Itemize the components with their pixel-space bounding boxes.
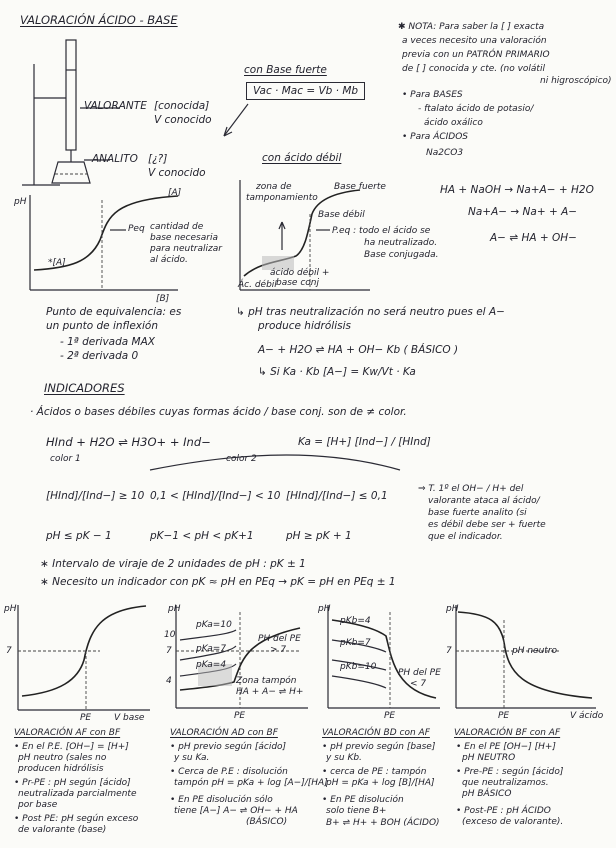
- ratio-1: [HInd]/[Ind−] ≥ 10: [46, 490, 145, 502]
- bg3-note: • En PE disolución: [322, 795, 404, 805]
- bg2-note: • En PE disolución sólo: [170, 795, 273, 805]
- bg3-note: • pH previo según [base]: [322, 742, 436, 752]
- color2-label: color 2: [226, 454, 257, 464]
- indicator-note: base fuerte analito (si: [428, 508, 527, 518]
- nota-line: previa con un PATRÓN PRIMARIO: [402, 50, 550, 60]
- bg4-note: pH NEUTRO: [462, 753, 516, 763]
- bg2-tick10: 10: [164, 630, 176, 640]
- bg2-pe-note: PH del PE: [258, 634, 301, 644]
- nota-line: • Para BASES: [402, 90, 463, 100]
- bg4-xlabel: V ácido: [570, 711, 604, 721]
- nota-line: de [ ] conocida y cte. (no volátil: [402, 64, 545, 74]
- bg4-note: (exceso de valorante).: [462, 817, 564, 827]
- bg1-note: • En el P.E. [OH−] = [H+]: [14, 742, 129, 752]
- bg1-note: por base: [18, 800, 58, 810]
- graph1-ylabel: pH: [14, 197, 27, 207]
- bg2-pk: pKa=4: [196, 660, 227, 670]
- ac-debil-label: Ác. débil: [238, 280, 277, 290]
- equiv-line: - 2ª derivada 0: [60, 350, 139, 362]
- analito-vol: V conocido: [148, 167, 206, 179]
- bg3-pe-note: PH del PE: [398, 668, 441, 678]
- bg3-note: B+ ⇌ H+ + BOH (ÁCIDO): [326, 818, 440, 828]
- bg4-tick7: 7: [446, 646, 452, 656]
- equiv-line: Punto de equivalencia: es: [46, 306, 182, 318]
- graph1-top-label: [A]: [168, 188, 182, 198]
- bg4-neutral: pH neutro: [512, 646, 558, 656]
- hidrolisis-eq: A− + H2O ⇌ HA + OH− Kb ( BÁSICO ): [258, 344, 459, 356]
- peq-label: Base conjugada.: [364, 250, 439, 260]
- bg2-zone: Zona tampón: [236, 676, 297, 686]
- nota-line: a veces necesito una valoración: [402, 36, 547, 46]
- bg1-ylabel: pH: [4, 604, 17, 614]
- bg2-note: tiene [A−] A− ⇌ OH− + HA: [174, 806, 298, 816]
- viraje-interval: ∗ Intervalo de viraje de 2 unidades de pH : pK ± 1: [40, 558, 306, 570]
- bg1-note: de valorante (base): [18, 825, 107, 835]
- bg4-note: pH BÁSICO: [462, 789, 512, 799]
- indicadores-heading: INDICADORES: [44, 381, 125, 395]
- bg2-zone: HA + A− ⇌ H+: [236, 687, 304, 697]
- reaction-line: A− ⇌ HA + OH−: [490, 232, 577, 244]
- page-title: VALORACIÓN ÁCIDO - BASE: [20, 13, 178, 27]
- titration-curve-bf-af: [456, 605, 596, 708]
- valorante-label: VALORANTE: [84, 100, 147, 112]
- bg4-note: • Pre-PE : según [ácido]: [456, 767, 564, 777]
- bg2-ylabel: pH: [168, 604, 181, 614]
- reaction-line: HA + NaOH → Na+A− + H2O: [440, 184, 594, 196]
- indicator-need: ∗ Necesito un indicador con pK ≈ pH en PEq → pK = pH en PEq ± 1: [40, 576, 396, 588]
- base-fuerte-label: Base fuerte: [334, 182, 386, 192]
- bg2-pe: PE: [234, 711, 246, 721]
- bg1-note: pH neutro (sales no: [18, 753, 107, 763]
- bg3-pk: pKb=4: [340, 616, 371, 626]
- graph1-pe-desc: base necesaria: [150, 233, 218, 243]
- bg2-note: (BÁSICO): [246, 817, 288, 827]
- bg3-note: pH = pKa + log [B]/[HA]: [326, 778, 435, 788]
- bg3-ylabel: pH: [318, 604, 331, 614]
- bg2-pk: pKa=10: [196, 620, 232, 630]
- ph-3: pH ≥ pK + 1: [286, 530, 352, 542]
- peq-label: P.eq : todo el ácido se: [332, 226, 431, 236]
- bg2-tick7: 7: [166, 646, 172, 656]
- base-fuerte-heading: con Base fuerte: [244, 64, 327, 76]
- hidrolisis-ka: ↳ Si Ka · Kb [A−] = Kw/Vt · Ka: [258, 366, 416, 378]
- bg2-note: tampón pH = pKa + log [A−]/[HA]: [174, 778, 328, 788]
- hidrolisis-line2: produce hidrólisis: [258, 320, 351, 332]
- color1-label: color 1: [50, 454, 81, 464]
- bg3-note: y su Kb.: [326, 753, 362, 763]
- zona-label: tamponamiento: [246, 193, 318, 203]
- ka-expression: Ka = [H+] [Ind−] / [HInd]: [298, 436, 431, 448]
- bg3-note: • cerca de PE : tampón: [322, 767, 427, 777]
- bg1-title: VALORACIÓN AF con BF: [14, 728, 121, 738]
- reaction-line: Na+A− → Na+ + A−: [468, 206, 578, 218]
- nota-line: • Para ÁCIDOS: [402, 132, 469, 142]
- bg4-title: VALORACIÓN BF con AF: [454, 728, 561, 738]
- bg1-pe: PE: [80, 713, 92, 723]
- analito-label: ANALITO: [92, 153, 138, 165]
- bg1-tick7: 7: [6, 646, 12, 656]
- peq-label: ha neutralizado.: [364, 238, 438, 248]
- indicator-note: ⇒ T. 1º el OH− / H+ del: [418, 484, 524, 494]
- analito-conc: [¿?]: [148, 153, 168, 165]
- graph1-pe-desc: cantidad de: [150, 222, 204, 232]
- ph-2: pK−1 < pH < pK+1: [150, 530, 254, 542]
- nota-line: - ftalato ácido de potasio/: [418, 104, 534, 114]
- acido-debil-label: base conj: [276, 278, 319, 288]
- formula-box: Vac · Mac = Vb · Mb: [246, 82, 365, 100]
- bg1-note: producen hidrólisis: [18, 764, 104, 774]
- bg4-pe: PE: [498, 711, 510, 721]
- bg1-note: • Post PE: pH según exceso: [14, 814, 139, 824]
- bg1-note: neutralizada parcialmente: [18, 789, 137, 799]
- equiv-line: - 1ª derivada MAX: [60, 336, 155, 348]
- bg3-pk: pKb=10: [340, 662, 377, 672]
- indicadores-intro: · Ácidos o bases débiles cuyas formas ácido / base conj. son de ≠ color.: [30, 406, 407, 418]
- bg3-pe: PE: [384, 711, 396, 721]
- bg2-title: VALORACIÓN AD con BF: [170, 728, 278, 738]
- nota-line: Na2CO3: [426, 148, 464, 158]
- bg1-note: • Pr-PE : pH según [ácido]: [14, 778, 131, 788]
- indicator-note: es débil debe ser + fuerte: [428, 520, 546, 530]
- indicator-note: que el indicador.: [428, 532, 503, 542]
- nota-line: ✱ NOTA: Para saber la [ ] exacta: [398, 22, 545, 32]
- bg3-pk: pKb=7: [340, 638, 371, 648]
- indicator-note: valorante ataca al ácido/: [428, 496, 540, 506]
- bg4-note: • Post-PE : pH ÁCIDO: [456, 806, 551, 816]
- valorante-vol: V conocido: [154, 114, 212, 126]
- titration-curve-af-bf: [18, 605, 150, 710]
- bg2-tick4: 4: [166, 676, 172, 686]
- bg4-ylabel: pH: [446, 604, 459, 614]
- ratio-2: 0,1 < [HInd]/[Ind−] < 10: [150, 490, 281, 502]
- bg2-pe-note: > 7: [270, 645, 287, 655]
- bg2-pk: pKa=7: [196, 644, 227, 654]
- hidrolisis-line1: ↳ pH tras neutralización no será neutro pues el A−: [236, 306, 505, 318]
- base-debil-label: Base débil: [318, 210, 365, 220]
- nota-line: ácido oxálico: [424, 118, 483, 128]
- nota-line: ni higroscópico): [540, 76, 612, 86]
- bg3-note: solo tiene B+: [326, 806, 387, 816]
- bg2-note: • Cerca de P.E : disolución: [170, 767, 288, 777]
- graph1-pe-desc: para neutralizar: [150, 244, 222, 254]
- ratio-3: [HInd]/[Ind−] ≤ 0,1: [286, 490, 388, 502]
- bg2-note: • pH previo según [ácido]: [170, 742, 287, 752]
- ph-1: pH ≤ pK − 1: [46, 530, 112, 542]
- bg3-pe-note: < 7: [410, 679, 427, 689]
- bg4-note: • En el PE [OH−] [H+]: [456, 742, 556, 752]
- graph1-start-label: *[A]: [48, 258, 66, 268]
- bg2-note: y su Ka.: [174, 753, 210, 763]
- acido-debil-heading: con ácido débil: [262, 152, 342, 164]
- graph1-pe-desc: al ácido.: [150, 255, 188, 265]
- bg3-title: VALORACIÓN BD con AF: [322, 728, 430, 738]
- acido-debil-label: ácido débil +: [270, 268, 330, 278]
- bg1-xlabel: V base: [114, 713, 145, 723]
- indicator-equilibrium: HInd + H2O ⇌ H3O+ + Ind−: [46, 435, 211, 449]
- graph1-xlabel: [B]: [156, 294, 170, 304]
- valorante-conc: [conocida]: [154, 100, 210, 112]
- graph1-pe-label: Peq: [128, 224, 145, 234]
- bg4-note: que neutralizamos.: [462, 778, 549, 788]
- equiv-line: un punto de inflexión: [46, 320, 158, 332]
- zona-label: zona de: [256, 182, 292, 192]
